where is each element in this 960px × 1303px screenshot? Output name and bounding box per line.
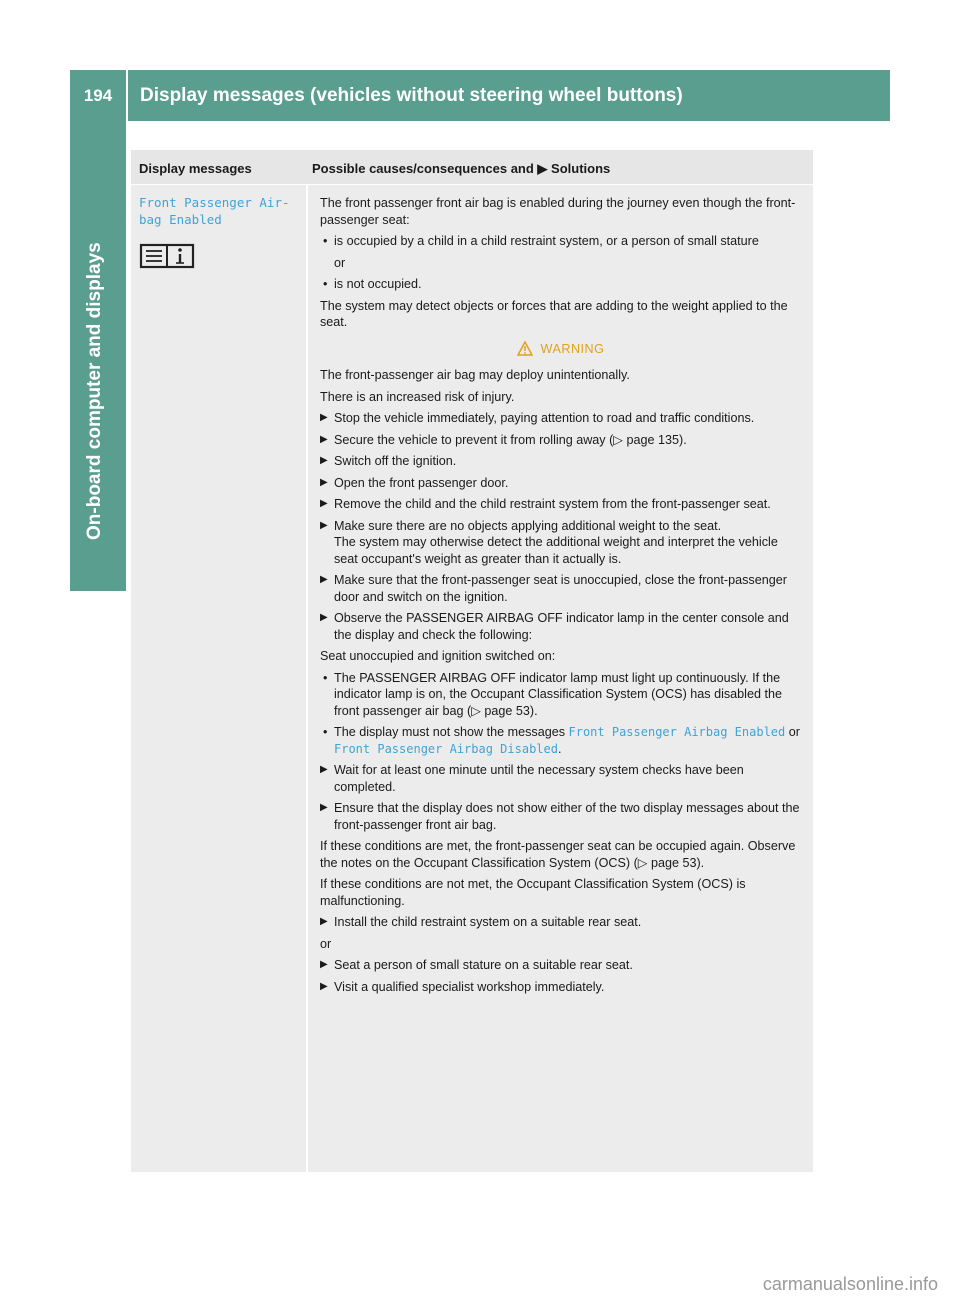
list-item [320,724,801,757]
display-message-ref: Front Passenger Airbag Enabled [568,725,786,739]
seat-condition-text: Seat unoccupied and ignition switched on: [320,649,556,663]
list-item: • is not occupied. [320,276,801,293]
bullet-text: . [557,741,562,756]
display-message-ref: Front Passenger Airbag Disabled [334,741,558,756]
display-message-line1: Front Passenger Air- [139,195,290,210]
list-item: • The PASSENGER AIRBAG OFF indicator lamp must light up continuously. If the indicator lamp is on, the Occupant Classification System (OCS) has disabled the front passenger air bag (▷ page 53). [320,670,801,720]
step-item: ▶ Observe the PASSENGER AIRBAG OFF indicator lamp in the center console and the display and check the following: [320,610,801,643]
or-text: or [320,936,332,951]
col-header-causes: Possible causes/consequences and ▶ Solutions [312,161,611,176]
step-note: The system may otherwise detect the additional weight and interpret the vehicle seat occupant's weight as greater than it actually is. [334,535,778,566]
warning-label: WARNING [540,341,605,356]
step-item: ▶ Secure the vehicle to prevent it from rolling away (▷ page 135). [320,432,801,449]
step-item [320,518,801,568]
step-item: ▶ Open the front passenger door. [320,475,801,492]
bullet-text: The display must not show the messages [334,725,569,739]
display-message-line2: bag Enabled [139,211,222,227]
watermark: carmanualsonline.info [762,1274,938,1294]
step-item: ▶ Make sure that the front-passenger seat is unoccupied, close the front-passenger door and switch on the ignition. [320,572,801,605]
step-item: ▶ Stop the vehicle immediately, paying attention to road and traffic conditions. [320,410,801,427]
detect-text: The system may detect objects or forces that are adding to the weight applied to the seat. [320,298,788,329]
section-label: On-board computer and displays [84,242,105,540]
warning-heading [320,341,801,358]
step-item: ▶ Switch off the ignition. [320,453,801,470]
messages-table [131,150,813,1172]
table-row [131,185,813,1172]
book-info-icon [139,243,195,269]
condition-not-met-text: If these conditions are not met, the Occupant Classification System (OCS) is malfunctioning. [320,877,746,908]
step-item: ▶ Visit a qualified specialist workshop immediately. [320,979,801,996]
display-message [139,195,299,228]
table-header [131,150,813,184]
step-item: ▶ Seat a person of small stature on a suitable rear seat. [320,957,801,974]
bullet-text: or [785,725,800,739]
list-item: • is occupied by a child in a child restraint system, or a person of small stature [320,233,801,250]
message-cell [131,185,306,1172]
warning-text: The front-passenger air bag may deploy unintentionally. [320,368,630,382]
step-item: ▶ Remove the child and the child restraint system from the front-passenger seat. [320,496,801,513]
step-item: ▶ Wait for at least one minute until the necessary system checks have been completed. [320,762,801,795]
solution-cell [308,185,813,1172]
col-header-messages: Display messages [139,161,252,176]
warning-triangle-icon [517,341,533,356]
condition-met-text: If these conditions are met, the front-passenger seat can be occupied again. Observe the notes on the Occupant Classification System (OCS) (▷ page 53). [320,839,796,870]
warning-text: There is an increased risk of injury. [320,389,515,404]
page-title: Display messages (vehicles without steering wheel buttons) [140,84,683,106]
step-item: ▶ Install the child restraint system on a suitable rear seat. [320,914,801,931]
step-text: ▶ Make sure there are no objects applying additional weight to the seat. [334,518,722,533]
intro-text: The front passenger front air bag is enabled during the journey even though the front-passenger seat: [320,196,796,227]
or-text: or [334,255,346,270]
step-item: ▶ Ensure that the display does not show either of the two display messages about the front-passenger front air bag. [320,800,801,833]
page-number: 194 [70,70,128,121]
